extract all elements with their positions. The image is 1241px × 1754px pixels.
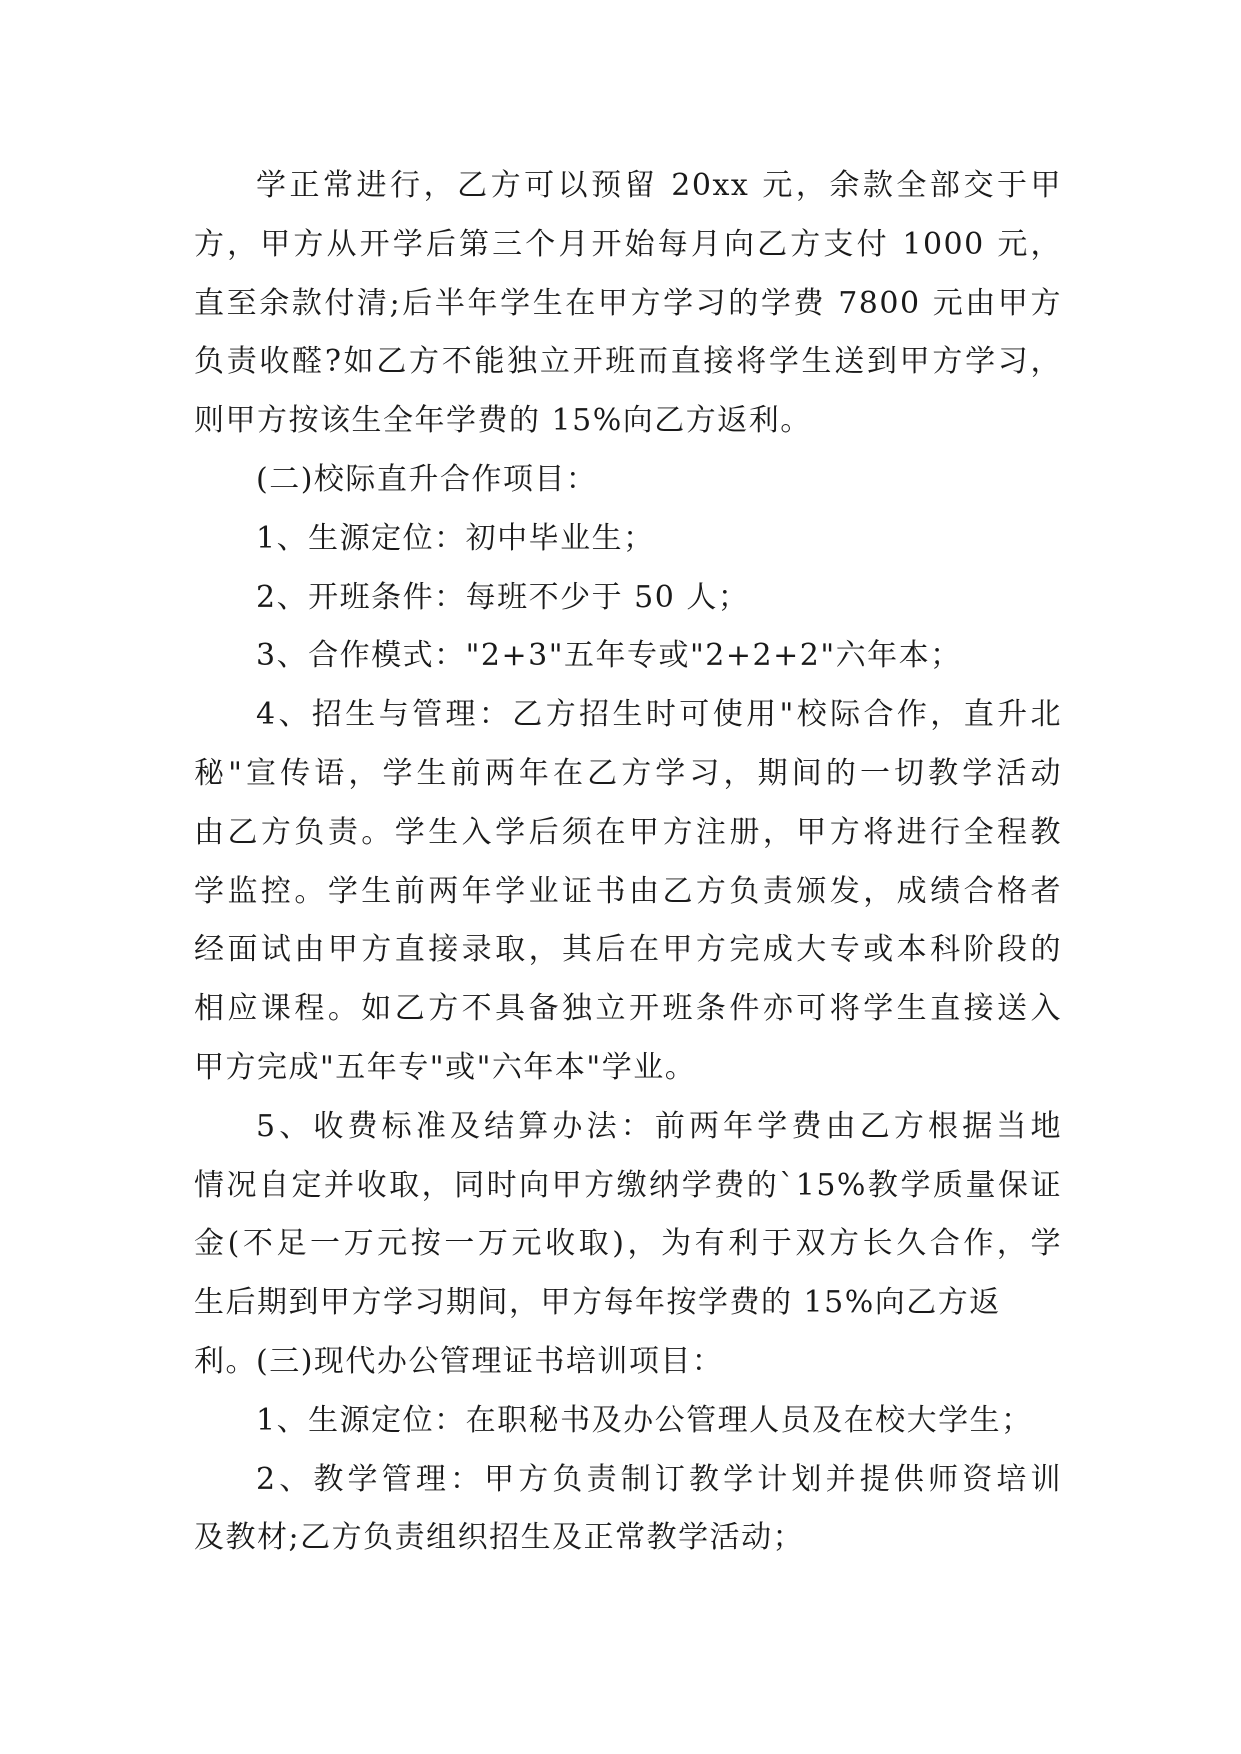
paragraph [194,157,1062,451]
list-item [194,686,1062,1098]
text-line: (三)现代办公管理证书培训项目： [256,1343,724,1379]
list-item [194,627,1062,686]
text-line: 学监控。学生前两年学业证书由乙方负责颁发，成绩合格者 [194,873,1062,909]
text-line: 经面试由甲方直接录取，其后在甲方完成大专或本科阶段的 [194,932,1062,968]
section-heading [194,1333,1062,1392]
text-line: 1、生源定位：初中毕业生； [256,520,655,556]
text-line: 秘"宣传语，学生前两年在乙方学习，期间的一切教学活动 [194,755,1062,791]
text-line: 则甲方按该生全年学费的 15%向乙方返利。 [194,403,812,439]
text-line: 3、合作模式："2+3"五年专或"2+2+2"六年本； [256,638,962,674]
document-body [194,157,1062,1568]
text-line: 直至余款付清;后半年学生在甲方学习的学费 7800 元由甲方 [194,285,1062,321]
text-line: 4、招生与管理：乙方招生时可使用"校际合作，直升北 [256,697,1062,733]
text-line: 金(不足一万元按一万元收取)，为有利于双方长久合作，学 [194,1226,1062,1262]
list-item [194,510,1062,569]
section-heading [194,451,1062,510]
text-line: 生后期到甲方学习期间，甲方每年按学费的 15%向乙方返利。 [194,1285,1001,1379]
text-line: (二)校际直升合作项目： [256,461,598,497]
text-line: 相应课程。如乙方不具备独立开班条件亦可将学生直接送入 [194,991,1062,1027]
list-item [194,1451,1062,1569]
text-line: 2、教学管理：甲方负责制订教学计划并提供师资培训 [256,1461,1062,1497]
text-line: 及教材;乙方负责组织招生及正常教学活动； [194,1520,805,1556]
text-line: 甲方完成"五年专"或"六年本"学业。 [194,1049,697,1085]
text-line: 方，甲方从开学后第三个月开始每月向乙方支付 1000 元， [194,226,1062,262]
text-line: 负责收醛?如乙方不能独立开班而直接将学生送到甲方学习， [194,344,1062,380]
text-line: 由乙方负责。学生入学后须在甲方注册，甲方将进行全程教 [194,814,1062,850]
list-item [194,569,1062,628]
list-item [194,1392,1062,1451]
text-line: 5、收费标准及结算办法：前两年学费由乙方根据当地 [256,1108,1062,1144]
text-line: 2、开班条件：每班不少于 50 人； [256,579,750,615]
text-line: 学正常进行，乙方可以预留 20xx 元，余款全部交于甲 [256,168,1062,203]
text-line: 情况自定并收取，同时向甲方缴纳学费的`15%教学质量保证 [194,1167,1062,1203]
text-line: 1、生源定位：在职秘书及办公管理人员及在校大学生； [256,1402,1033,1438]
